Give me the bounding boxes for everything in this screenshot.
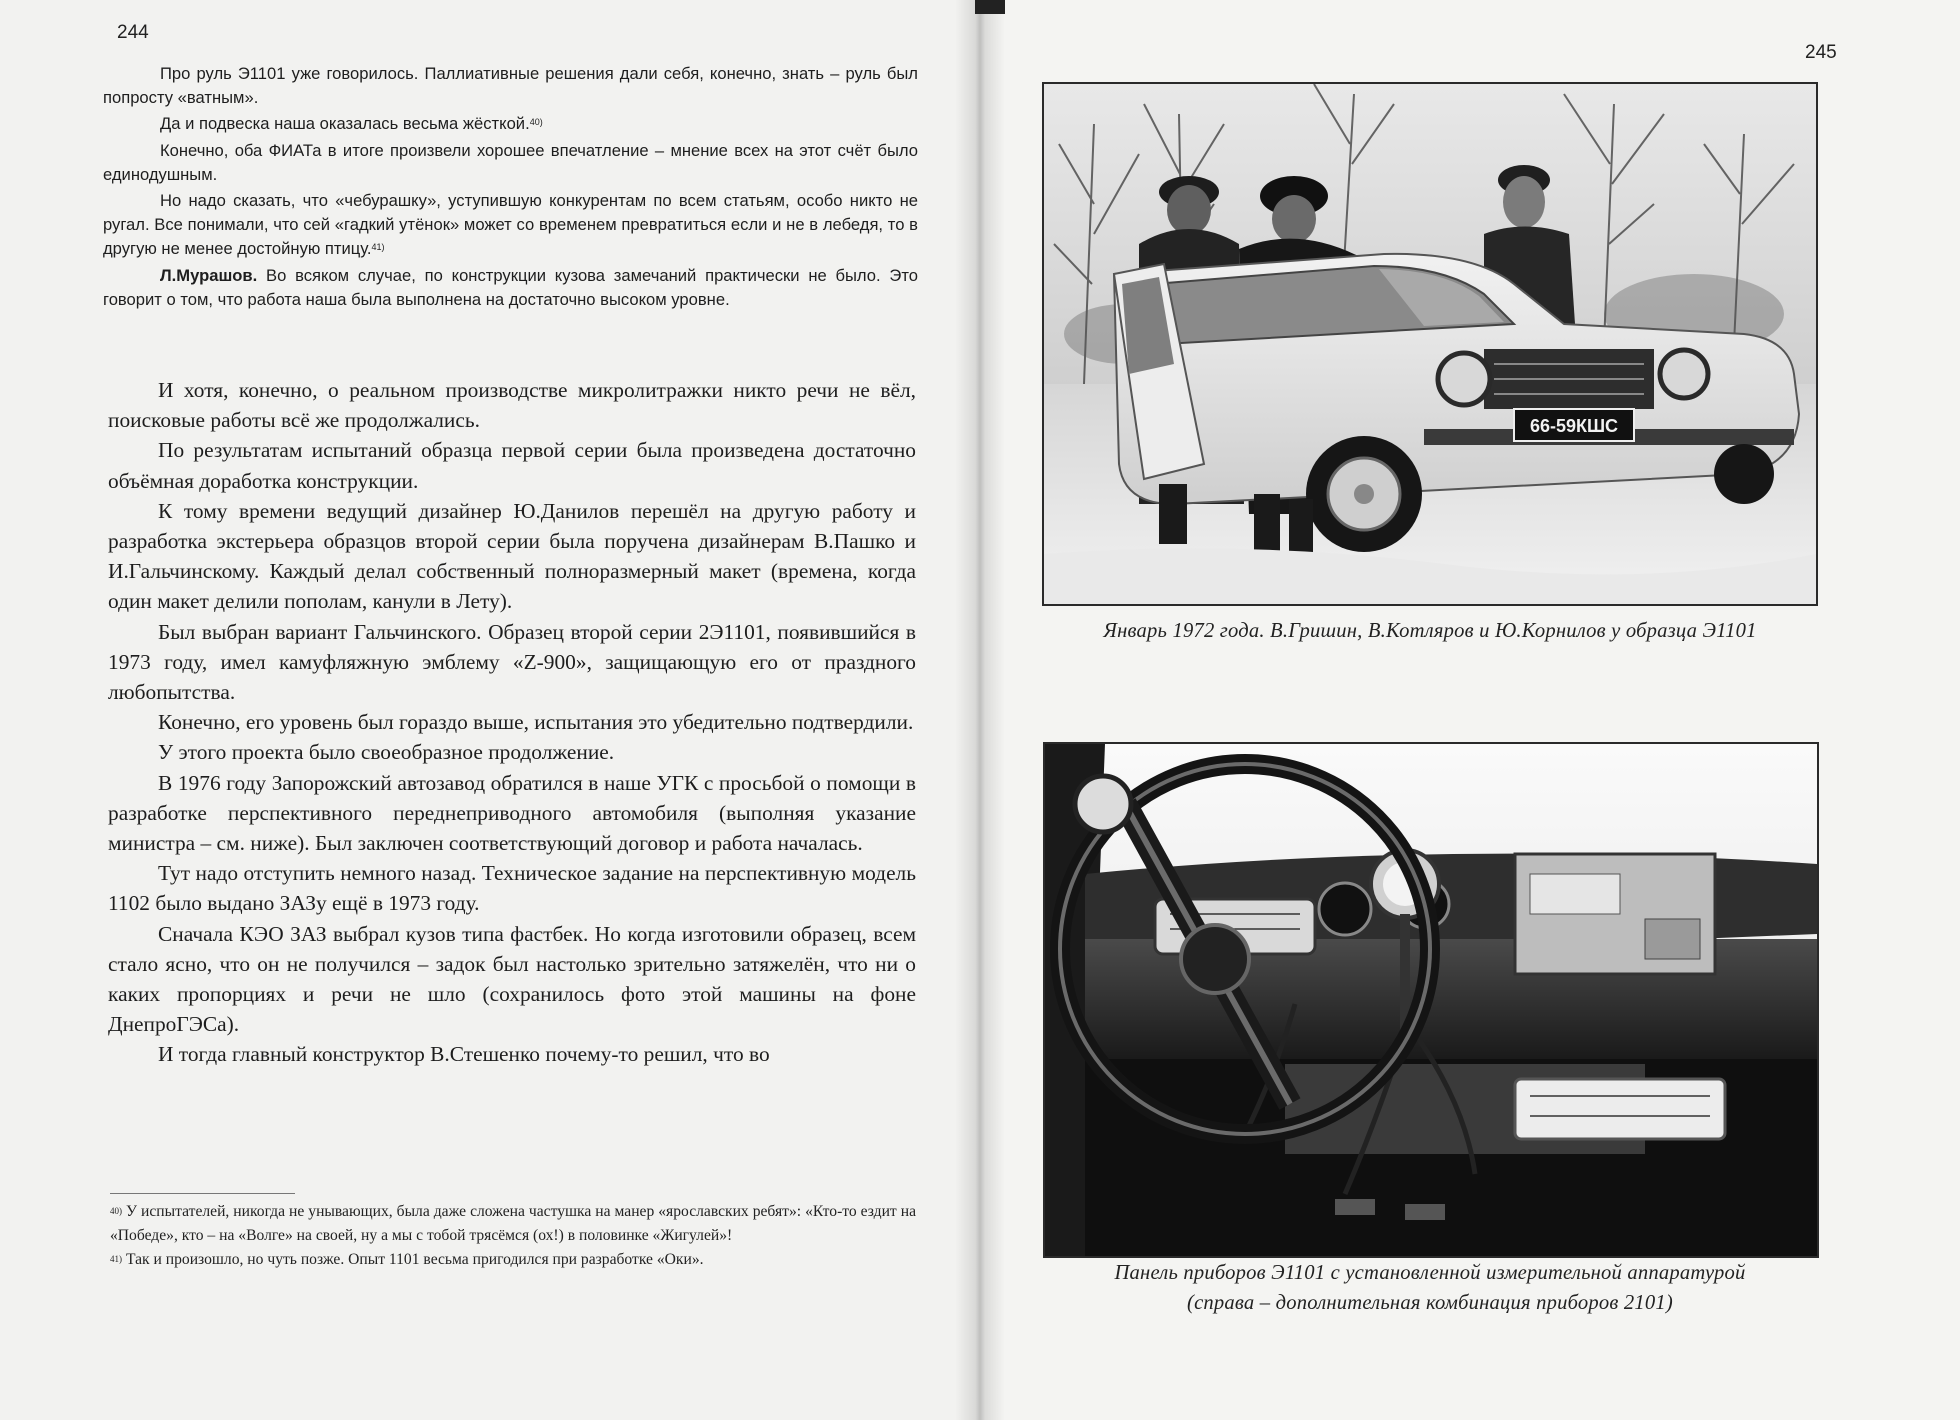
body-paragraph: И тогда главный конструктор В.Стешенко почему-то решил, что во — [158, 1042, 770, 1067]
photo-car-winter — [1042, 82, 1818, 606]
footnote-ref-40[interactable]: 40) — [529, 117, 543, 128]
body-paragraph: У этого проекта было своеобразное продолжение. — [158, 740, 615, 765]
dashboard-photo-illustration — [1045, 744, 1817, 1256]
photo-dashboard — [1043, 742, 1819, 1258]
footnotes — [110, 1200, 916, 1272]
interview-paragraph-1: Про руль Э1101 уже говорилось. Паллиативные решения дали себя, конечно, знать – руль был попросту «ватным». — [103, 64, 918, 108]
page-number-right: 245 — [1805, 42, 1837, 63]
page-number-left: 244 — [117, 22, 149, 43]
left-page — [0, 0, 975, 1420]
footnote-ref-41[interactable]: 41) — [371, 242, 385, 253]
photo2-caption — [1030, 1258, 1830, 1318]
book-gutter — [955, 0, 1005, 1420]
interview-block — [103, 62, 918, 314]
speaker-name: Л.Мурашов. — [160, 265, 258, 285]
interview-paragraph-4: Но надо сказать, что «чебурашку», уступившую конкурентам по всем статьям, особо никто не ругал. Все понимали, что сей «гадкий утёнок» может со временем превратиться если и не в лебедя, то в другую не менее достойную птицу.$^{41)}$ — [103, 191, 918, 259]
body-paragraph: Сначала КЭО ЗАЗ выбрал кузов типа фастбек. Но когда изготовили образец, всем стало ясно, что он не получился – задок был настолько зрительно затяжелён, что ни о каких пропорциях и речи не шло (сохранилось фото этой машины на фоне ДнепроГЭСа). — [108, 921, 916, 1037]
body-paragraph: Конечно, его уровень был гораздо выше, испытания это убедительно подтвердили. — [158, 710, 914, 735]
body-paragraph: И хотя, конечно, о реальном производстве микролитражки никто речи не вёл, поисковые работы всё же продолжались. — [108, 378, 916, 433]
extra-instrument-cluster — [1515, 1079, 1725, 1139]
footnote-40: $^{40)}$ У испытателей, никогда не унывающих, была даже сложена частушка на манер «ярославских ребят»: «Кто-то ездит на «Победе», кто – на «Волге» на своей, ну а мы с тобой трясёмся (ох!) в половинке «Жигулей»! — [110, 1203, 916, 1244]
car-photo-illustration — [1044, 84, 1816, 604]
body-paragraph: Тут надо отступить немного назад. Техническое задание на перспективную модель 1102 было выдано ЗАЗу ещё в 1973 году. — [108, 861, 916, 916]
body-paragraph: В 1976 году Запорожский автозавод обратился в наше УГК с просьбой о помощи в разработке перспективного переднеприводного автомобиля (выполняя указание министра – см. ниже). Был заключен соответствующий договор и работа началась. — [108, 770, 916, 856]
main-text — [108, 375, 916, 1070]
body-paragraph: К тому времени ведущий дизайнер Ю.Данилов перешёл на другую работу и разработка экстерьера образцов второй серии была поручена дизайнерам В.Пашко и И.Гальчинскому. Каждый делал собственный полноразмерный макет (времена, когда один макет делили пополам, канули в Лету). — [108, 498, 916, 614]
footnote-divider — [110, 1193, 295, 1194]
body-paragraph: По результатам испытаний образца первой серии была произведена достаточно объёмная доработка конструкции. — [108, 438, 916, 493]
interview-paragraph-3: Конечно, оба ФИАТа в итоге произвели хорошее впечатление – мнение всех на этот счёт было единодушным. — [103, 140, 918, 184]
license-plate-text: 66-59КШС — [1529, 416, 1619, 436]
photo1-caption: Январь 1972 года. В.Гришин, В.Котляров и Ю.Корнилов у образца Э1101 — [1103, 620, 1757, 642]
binding-shadow — [975, 0, 1005, 14]
body-paragraph: Был выбран вариант Гальчинского. Образец второй серии 2Э1101, появившийся в 1973 году, имел камуфляжную эмблему «Z-900», защищающую его от праздного любопытства. — [108, 619, 916, 705]
footnote-41: $^{41)}$ Так и произошло, но чуть позже. Опыт 1101 весьма пригодился при разработке «Оки». — [110, 1251, 704, 1268]
interview-paragraph-2: Да и подвеска наша оказалась весьма жёсткой.$^{40)}$ — [160, 114, 543, 134]
photo2-caption-line2: (справа – дополнительная комбинация приборов 2101) — [1187, 1292, 1673, 1314]
photo2-caption-line1: Панель приборов Э1101 с установленной измерительной аппаратурой — [1114, 1262, 1746, 1284]
interview-paragraph-5: Л.Мурашов. Во всяком случае, по конструкции кузова замечаний практически не было. Это говорит о том, что работа наша была выполнена на достаточно высоком уровне. — [103, 265, 918, 309]
